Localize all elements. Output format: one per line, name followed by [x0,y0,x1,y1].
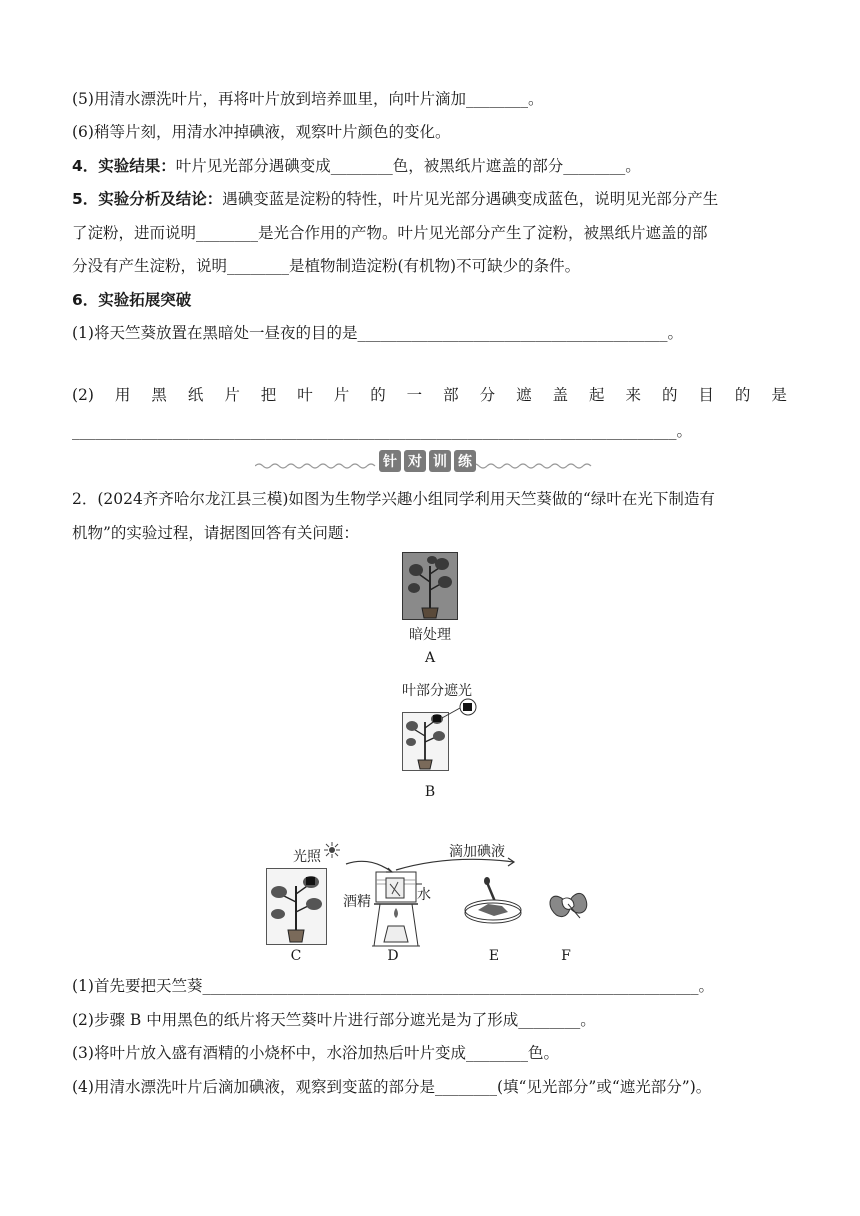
alcohol-label: 酒精 [343,894,371,910]
extension-heading: 6．实验拓展突破 [72,291,192,309]
char: 一 [406,386,423,404]
analysis-text: 遇碘变蓝是淀粉的特性，叶片见光部分遇碘变成蓝色，说明见光部分产生 [222,190,719,208]
extension-q2 [72,384,787,406]
char: 来 [625,386,641,404]
label-c: C [290,948,302,964]
analysis-line [72,188,798,210]
line-5: (5)用清水漂洗叶片，再将叶片放到培养皿里，向叶片滴加________。 [72,90,544,108]
result-text: 叶片见光部分遇碘变成________色，被黑纸片遮盖的部分________。 [175,157,641,175]
drip-label: 滴加碘液 [449,844,505,860]
char: 片 [224,386,240,404]
result-line [72,155,798,177]
question-2-1: (1)首先要把天竺葵________________________________________________________________。 [72,977,714,995]
figure-b-caption: 叶部分遮光 [402,683,472,699]
figure-f-leaf [544,884,592,924]
label-f: F [561,948,571,964]
char: 把 [260,386,277,404]
water-label: 水 [417,887,431,903]
question-2-line-1: 2．(2024齐齐哈尔龙江县三模)如图为生物学兴趣小组同学利用天竺葵做的“绿叶在光下制造有 [72,490,715,508]
char: 片 [333,386,350,404]
char: 黑 [151,386,167,404]
char: 遮 [516,386,532,404]
analysis-heading: 5．实验分析及结论： [72,190,223,208]
analysis-line-2: 了淀粉，进而说明________是光合作用的产物。叶片见光部分产生了淀粉，被黑纸片遮盖的部 [72,224,708,242]
figure-a-label: A [424,650,436,666]
figure-b-plant [402,698,484,772]
divider-char: 对 [404,450,426,472]
char: (2) [72,386,94,404]
divider-char: 训 [429,450,451,472]
question-2-4: (4)用清水漂洗叶片后滴加碘液，观察到变蓝的部分是________(填“见光部分”或“遮光部分”)。 [72,1078,712,1096]
figure-a-caption: 暗处理 [409,627,451,643]
question-2-2: (2)步骤 B 中用黑色的纸片将天竺葵叶片进行部分遮光是为了形成________。 [72,1011,596,1029]
char: 的 [734,386,751,404]
figure-e-dish [462,876,524,926]
divider-char: 练 [454,450,476,472]
divider-badge [379,450,476,472]
figure-d-water-bath [370,868,422,948]
line-6: (6)稍等片刻，用清水冲掉碘液，观察叶片颜色的变化。 [72,123,451,141]
char: 盖 [552,386,569,404]
figure-b-label: B [424,784,436,800]
char: 是 [771,386,787,404]
result-heading: 4．实验结果： [72,157,176,175]
label-e: E [488,948,500,964]
char: 部 [443,386,459,404]
char: 起 [589,386,605,404]
light-label: 光照 [293,849,321,865]
label-d: D [387,948,399,964]
char: 叶 [297,386,313,404]
section-divider [255,450,595,476]
question-2-3: (3)将叶片放入盛有酒精的小烧杯中，水浴加热后叶片变成________色。 [72,1044,559,1062]
char: 目 [698,386,714,404]
char: 用 [114,386,131,404]
char: 纸 [187,386,204,404]
divider-char: 针 [379,450,401,472]
analysis-line-3: 分没有产生淀粉，说明________是植物制造淀粉(有机物)不可缺少的条件。 [72,257,581,275]
figure-a-dark-box [402,552,458,620]
answer-line: ______________________________________________________________________________。 [72,422,693,440]
figure-c-plant [266,868,328,946]
question-2-line-2: 机物”的实验过程，请据图回答有关问题： [72,524,359,542]
char: 分 [479,386,496,404]
char: 的 [370,386,386,404]
char: 的 [661,386,678,404]
extension-q1: (1)将天竺葵放置在黑暗处一昼夜的目的是________________________________________。 [72,324,683,342]
